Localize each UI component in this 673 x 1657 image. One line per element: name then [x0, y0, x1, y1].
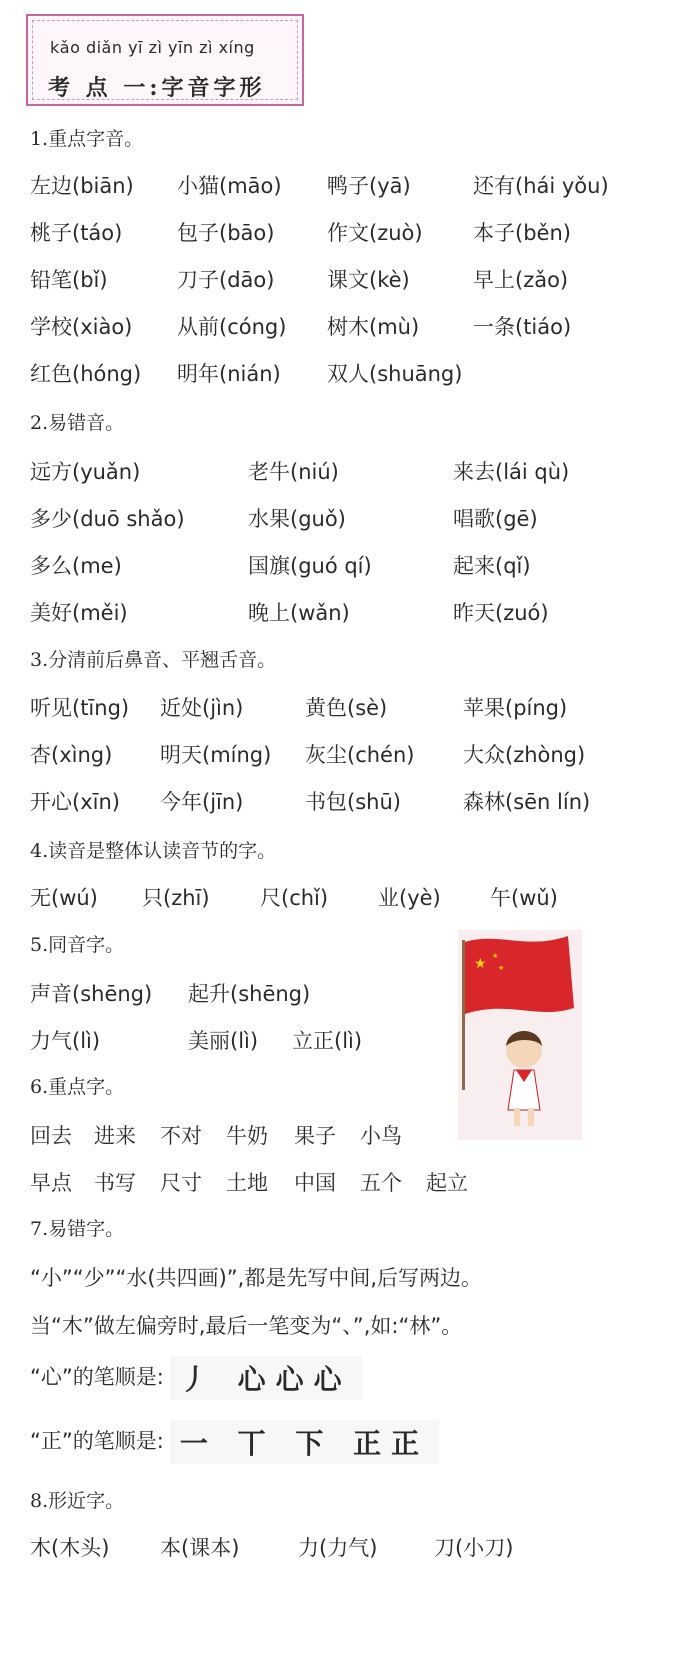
word-entry: 尺寸 — [160, 1171, 202, 1195]
word-entry: 唱歌(gē) — [453, 507, 538, 531]
word-entry: 早上(zǎo) — [473, 268, 569, 292]
word-entry: 多么(me) — [30, 554, 122, 578]
word-entry: 美丽(lì) — [188, 1029, 259, 1053]
word-entry: 树木(mù) — [327, 315, 420, 339]
word-entry: 起立 — [426, 1171, 468, 1195]
word-entry: 起升(shēng) — [188, 982, 311, 1006]
word-entry: 只(zhī) — [142, 886, 210, 910]
stroke-order-xin — [30, 1356, 362, 1400]
stroke-order-zheng — [30, 1420, 439, 1464]
word-entry: 远方(yuǎn) — [30, 460, 141, 484]
section-heading-8: 8.形近字。 — [30, 1490, 125, 1512]
section-heading-3: 3.分清前后鼻音、平翘舌音。 — [30, 649, 277, 671]
rule-line-2: 当“木”做左偏旁时,最后一笔变为“、”,如:“林”。 — [30, 1314, 463, 1338]
girl-with-flag-illustration — [458, 930, 582, 1140]
svg-text:★: ★ — [498, 964, 505, 972]
word-entry: 苹果(píng) — [463, 696, 568, 720]
word-entry: 书包(shū) — [305, 790, 401, 814]
word-entry: 听见(tīng) — [30, 696, 130, 720]
word-entry: 来去(lái qù) — [453, 460, 570, 484]
word-entry: 包子(bāo) — [177, 221, 275, 245]
word-entry: 午(wǔ) — [490, 886, 558, 910]
word-entry: 大众(zhòng) — [463, 743, 586, 767]
stroke-sequence-image: 丿 心心心 — [170, 1356, 362, 1400]
word-entry: 早点 — [30, 1171, 72, 1195]
word-entry: 还有(hái yǒu) — [473, 174, 609, 198]
section-heading-1: 1.重点字音。 — [30, 128, 144, 150]
word-entry: 一条(tiáo) — [473, 315, 572, 339]
title-box — [26, 14, 304, 106]
word-entry: 近处(jìn) — [160, 696, 244, 720]
word-entry: 多少(duō shǎo) — [30, 507, 185, 531]
word-entry: 今年(jīn) — [160, 790, 244, 814]
word-entry: 小鸟 — [360, 1124, 402, 1148]
section-heading-6: 6.重点字。 — [30, 1076, 125, 1098]
section-heading-4: 4.读音是整体认读音节的字。 — [30, 840, 277, 862]
word-entry: 土地 — [226, 1171, 268, 1195]
stroke-sequence-image: 一 丅 下 正正 — [170, 1420, 439, 1464]
word-entry: 五个 — [360, 1171, 402, 1195]
word-entry: 左边(biān) — [30, 174, 134, 198]
word-entry: 铅笔(bǐ) — [30, 268, 108, 292]
word-entry: 课文(kè) — [327, 268, 410, 292]
word-entry: 老牛(niú) — [248, 460, 339, 484]
word-entry: 黄色(sè) — [305, 696, 388, 720]
stroke-order-label: “正”的笔顺是: — [30, 1429, 164, 1453]
word-entry: 国旗(guó qí) — [248, 554, 372, 578]
word-entry: 立正(lì) — [292, 1029, 363, 1053]
word-entry: 鸭子(yā) — [327, 174, 411, 198]
title-pinyin: kǎo diǎn yī zì yīn zì xíng — [50, 38, 255, 57]
word-entry: 中国 — [294, 1171, 336, 1195]
word-entry: 灰尘(chén) — [305, 743, 415, 767]
word-entry: 红色(hóng) — [30, 362, 142, 386]
word-entry: 牛奶 — [226, 1124, 268, 1148]
rule-line-1: “小”“少”“水(共四画)”,都是先写中间,后写两边。 — [30, 1266, 483, 1290]
word-entry: 美好(měi) — [30, 601, 128, 625]
word-entry: 本子(běn) — [473, 221, 571, 245]
word-entry: 昨天(zuó) — [453, 601, 549, 625]
word-entry: 业(yè) — [378, 886, 441, 910]
word-entry: 杏(xìng) — [30, 743, 113, 767]
word-entry: 明年(nián) — [177, 362, 281, 386]
section-heading-2: 2.易错音。 — [30, 412, 125, 434]
word-entry: 开心(xīn) — [30, 790, 120, 814]
word-entry: 回去 — [30, 1124, 72, 1148]
word-entry: 本(课本) — [160, 1536, 240, 1560]
word-entry: 晚上(wǎn) — [248, 601, 350, 625]
word-entry: 果子 — [294, 1124, 336, 1148]
word-entry: 木(木头) — [30, 1536, 110, 1560]
word-entry: 从前(cóng) — [177, 315, 287, 339]
word-entry: 进来 — [94, 1124, 136, 1148]
word-entry: 水果(guǒ) — [248, 507, 346, 531]
word-entry: 桃子(táo) — [30, 221, 123, 245]
section-heading-5: 5.同音字。 — [30, 934, 125, 956]
word-entry: 不对 — [160, 1124, 202, 1148]
word-entry: 力气(lì) — [30, 1029, 101, 1053]
section-heading-7: 7.易错字。 — [30, 1218, 125, 1240]
word-entry: 尺(chǐ) — [260, 886, 329, 910]
word-entry: 刀(小刀) — [434, 1536, 514, 1560]
stroke-order-label: “心”的笔顺是: — [30, 1365, 164, 1389]
word-entry: 力(力气) — [298, 1536, 378, 1560]
title-main: 考 点 一:字音字形 — [48, 75, 266, 101]
svg-text:★: ★ — [492, 952, 499, 960]
word-entry: 双人(shuāng) — [327, 362, 463, 386]
word-entry: 学校(xiào) — [30, 315, 133, 339]
word-entry: 作文(zuò) — [327, 221, 423, 245]
word-entry: 书写 — [94, 1171, 136, 1195]
word-entry: 森林(sēn lín) — [463, 790, 591, 814]
word-entry: 刀子(dāo) — [177, 268, 275, 292]
word-entry: 起来(qǐ) — [453, 554, 531, 578]
word-entry: 明天(míng) — [160, 743, 272, 767]
word-entry: 无(wú) — [30, 886, 98, 910]
word-entry: 小猫(māo) — [177, 174, 282, 198]
word-entry: 声音(shēng) — [30, 982, 153, 1006]
svg-text:★: ★ — [474, 956, 487, 972]
